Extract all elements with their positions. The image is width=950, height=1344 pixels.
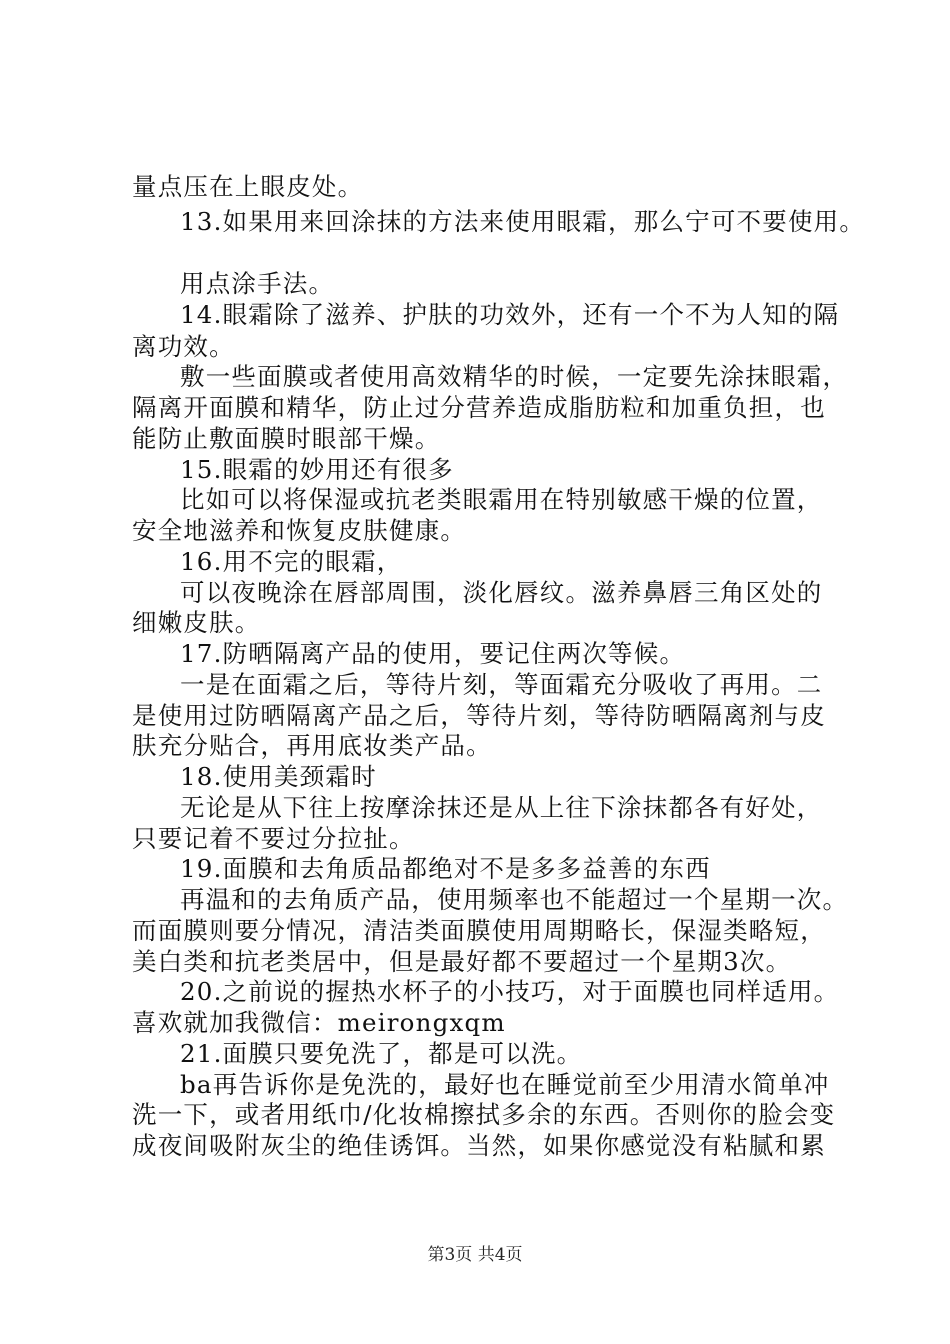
text-line: 而面膜则要分情况，清洁类面膜使用周期略长，保湿类略短， bbox=[132, 916, 826, 945]
text-line: 隔离开面膜和精华，防止过分营养造成脂肪粒和加重负担，也 bbox=[132, 393, 826, 422]
text-line: 14.眼霜除了滋养、护肤的功效外，还有一个不为人知的隔 bbox=[180, 300, 840, 329]
text-line: 一是在面霜之后，等待片刻，等面霜充分吸收了再用。二 bbox=[180, 670, 823, 699]
text-line: 是使用过防晒隔离产品之后，等待片刻，等待防晒隔离剂与皮 bbox=[132, 701, 826, 730]
text-line: 18.使用美颈霜时 bbox=[180, 762, 377, 791]
text-line: 无论是从下往上按摩涂抹还是从上往下涂抹都各有好处， bbox=[180, 793, 823, 822]
text-line: 20.之前说的握热水杯子的小技巧，对于面膜也同样适用。 bbox=[180, 977, 840, 1006]
text-line: 安全地滋养和恢复皮肤健康。 bbox=[132, 516, 467, 545]
text-line: 成夜间吸附灰尘的绝佳诱饵。当然，如果你感觉没有粘腻和累 bbox=[132, 1131, 826, 1160]
text-line: 17.防晒隔离产品的使用，要记住两次等候。 bbox=[180, 639, 686, 668]
text-line: 能防止敷面膜时眼部干燥。 bbox=[132, 424, 441, 453]
text-line: 肤充分贴合，再用底妆类产品。 bbox=[132, 731, 492, 760]
text-line: 离功效。 bbox=[132, 332, 235, 361]
text-line: 21.面膜只要免洗了，都是可以洗。 bbox=[180, 1039, 583, 1068]
text-line: 15.眼霜的妙用还有很多 bbox=[180, 455, 454, 484]
text-line: 比如可以将保湿或抗老类眼霜用在特别敏感干燥的位置， bbox=[180, 485, 823, 514]
text-line: 量点压在上眼皮处。 bbox=[132, 172, 364, 201]
text-line: 可以夜晚涂在唇部周围，淡化唇纹。滋养鼻唇三角区处的 bbox=[180, 578, 823, 607]
text-line: 敷一些面膜或者使用高效精华的时候，一定要先涂抹眼霜， bbox=[180, 362, 849, 391]
page-number-footer: 第3页 共4页 bbox=[427, 1245, 523, 1265]
text-line: 再温和的去角质产品，使用频率也不能超过一个星期一次。 bbox=[180, 885, 849, 914]
text-line: 喜欢就加我微信：meirongxqm bbox=[132, 1008, 506, 1037]
text-line: ba再告诉你是免洗的，最好也在睡觉前至少用清水简单冲 bbox=[180, 1070, 830, 1099]
text-line: 16.用不完的眼霜， bbox=[180, 547, 403, 576]
text-line: 13.如果用来回涂抹的方法来使用眼霜，那么宁可不要使用。 bbox=[180, 207, 866, 236]
text-line: 19.面膜和去角质品都绝对不是多多益善的东西 bbox=[180, 854, 711, 883]
text-line: 细嫩皮肤。 bbox=[132, 608, 261, 637]
text-line: 用点涂手法。 bbox=[180, 269, 335, 298]
text-line: 洗一下，或者用纸巾/化妆棉擦拭多余的东西。否则你的脸会变 bbox=[132, 1100, 836, 1129]
text-line: 美白类和抗老类居中，但是最好都不要超过一个星期3次。 bbox=[132, 947, 792, 976]
text-line: 只要记着不要过分拉扯。 bbox=[132, 824, 415, 853]
